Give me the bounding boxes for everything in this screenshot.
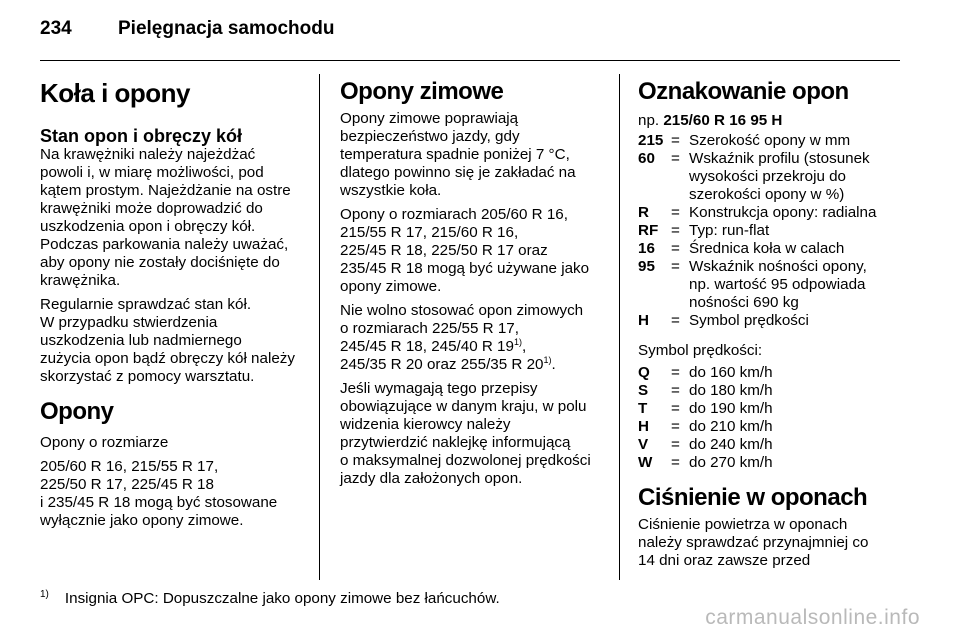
footnote-ref-2: 1) [543, 354, 552, 365]
speed-key: V [638, 436, 649, 453]
equals-sign: = [671, 454, 680, 471]
marking-value: Średnica koła w calach [689, 240, 845, 257]
marking-value: Wskaźnik nośności opony, np. wartość 95 odpowiada nośności 690 kg [689, 258, 867, 311]
speed-row [638, 382, 908, 400]
speed-symbol-label: Symbol prędkości: [638, 342, 763, 359]
marking-row [638, 204, 908, 222]
example-prefix: np. [638, 112, 664, 129]
marking-value: Symbol prędkości [689, 312, 809, 329]
subheading-tire-condition: Stan opon i obręczy kół [40, 126, 243, 146]
paragraph-tire-pressure: Ciśnienie powietrza w oponach należy sprawdzać przynajmniej co 14 dni oraz zawsze przed [638, 516, 869, 569]
column-1 [40, 72, 310, 536]
speed-row [638, 418, 908, 436]
column-2 [340, 72, 610, 494]
equals-sign: = [671, 382, 680, 399]
heading-tire-marking: Oznakowanie opon [638, 78, 849, 105]
equals-sign: = [671, 258, 680, 275]
paragraph-winter-forbidden [340, 302, 610, 374]
watermark: carmanualsonline.info [705, 606, 920, 629]
heading-tires: Opony [40, 398, 114, 425]
heading-wheels-tires: Koła i opony [40, 78, 190, 108]
paragraph-tire-size-intro: Opony o rozmiarze [40, 434, 169, 451]
speed-value: do 240 km/h [689, 436, 773, 453]
marking-key: 60 [638, 150, 655, 167]
marking-key: R [638, 204, 649, 221]
footnote-ref-1: 1) [513, 336, 522, 347]
speed-value: do 190 km/h [689, 400, 773, 417]
speed-key: H [638, 418, 649, 435]
marking-value: Typ: run-flat [689, 222, 770, 239]
speed-key: W [638, 454, 653, 471]
speed-value: do 180 km/h [689, 382, 773, 399]
footnote-mark: 1) [40, 589, 49, 600]
heading-tire-pressure: Ciśnienie w oponach [638, 484, 868, 511]
equals-sign: = [671, 132, 680, 149]
marking-key: RF [638, 222, 659, 239]
speed-value: do 270 km/h [689, 454, 773, 471]
speed-row [638, 436, 908, 454]
equals-sign: = [671, 222, 680, 239]
marking-value: Konstrukcja opony: radialna [689, 204, 877, 221]
equals-sign: = [671, 150, 680, 167]
marking-key: H [638, 312, 649, 329]
text-forbidden-c: . [551, 356, 556, 373]
speed-value: do 160 km/h [689, 364, 773, 381]
marking-row [638, 222, 908, 240]
marking-row [638, 258, 908, 312]
speed-row [638, 400, 908, 418]
speed-definitions [638, 364, 908, 472]
paragraph-winter-sizes: Opony o rozmiarach 205/60 R 16, 215/55 R 17, 215/60 R 16, 225/45 R 18, 225/50 R 17 oraz 235/45 R 18 mogą być używane jako opony zimowe. [340, 206, 590, 295]
speed-key: S [638, 382, 649, 399]
marking-row [638, 312, 908, 330]
paragraph-winter-safety: Opony zimowe poprawiają bezpieczeństwo jazdy, gdy temperatura spadnie poniżej 7 °C, dlatego powinno się je zakładać na wszystkie koła. [340, 110, 576, 199]
equals-sign: = [671, 204, 680, 221]
text-forbidden-a: Nie wolno stosować opon zimowych o rozmiarach 225/55 R 17, 245/45 R 18, 245/40 R 19 [340, 302, 584, 355]
speed-key: T [638, 400, 648, 417]
marking-value: Szerokość opony w mm [689, 132, 851, 149]
marking-key: 215 [638, 132, 664, 149]
marking-definitions [638, 132, 908, 330]
equals-sign: = [671, 436, 680, 453]
marking-value: Wskaźnik profilu (stosunek wysokości przekroju do szerokości opony w %) [689, 150, 870, 203]
equals-sign: = [671, 400, 680, 417]
column-3 [638, 72, 908, 576]
paragraph-check-wheels: Regularnie sprawdzać stan kół. W przypadku stwierdzenia uszkodzenia lub nadmiernego zużycia opon bądź obręczy kół należy skorzystać z pomocy warsztatu. [40, 296, 295, 385]
equals-sign: = [671, 364, 680, 381]
paragraph-tire-sizes: 205/60 R 16, 215/55 R 17, 225/50 R 17, 225/45 R 18 i 235/45 R 18 mogą być stosowane wyłącznie jako opony zimowe. [40, 458, 278, 529]
marking-example [638, 112, 908, 130]
example-code: 215/60 R 16 95 H [663, 112, 783, 129]
equals-sign: = [671, 312, 680, 329]
text-forbidden-b: , 245/35 R 20 oraz 255/35 R 20 [340, 338, 544, 373]
equals-sign: = [671, 240, 680, 257]
speed-row [638, 364, 908, 382]
paragraph-curbs: Na krawężniki należy najeżdżać powoli i, w miarę możliwości, pod kątem prostym. Najeżdżanie na ostre krawężniki może doprowadzić do uszkodzenia opon i obręczy kół. Podczas parkowania należy uważać, aby opony nie zostały dociśnięte do krawężnika. [40, 146, 291, 289]
header-rule [40, 60, 900, 61]
paragraph-speed-sticker: Jeśli wymagają tego przepisy obowiązujące w danym kraju, w polu widzenia kierowcy należy przytwierdzić naklejkę informującą o maksymalnej dozwolonej prędkości jazdy dla założonych opon. [340, 380, 591, 487]
speed-value: do 210 km/h [689, 418, 773, 435]
footnote-text: Insignia OPC: Dopuszczalne jako opony zimowe bez łańcuchów. [64, 590, 500, 607]
speed-row [638, 454, 908, 472]
page-number: 234 [40, 18, 72, 39]
marking-row [638, 132, 908, 150]
section-title: Pielęgnacja samochodu [118, 18, 335, 39]
footnote [40, 590, 500, 607]
marking-key: 16 [638, 240, 655, 257]
column-divider-1 [319, 74, 320, 580]
marking-row [638, 240, 908, 258]
speed-key: Q [638, 364, 650, 381]
equals-sign: = [671, 418, 680, 435]
column-divider-2 [619, 74, 620, 580]
heading-winter-tires: Opony zimowe [340, 78, 504, 105]
marking-row [638, 150, 908, 204]
marking-key: 95 [638, 258, 655, 275]
